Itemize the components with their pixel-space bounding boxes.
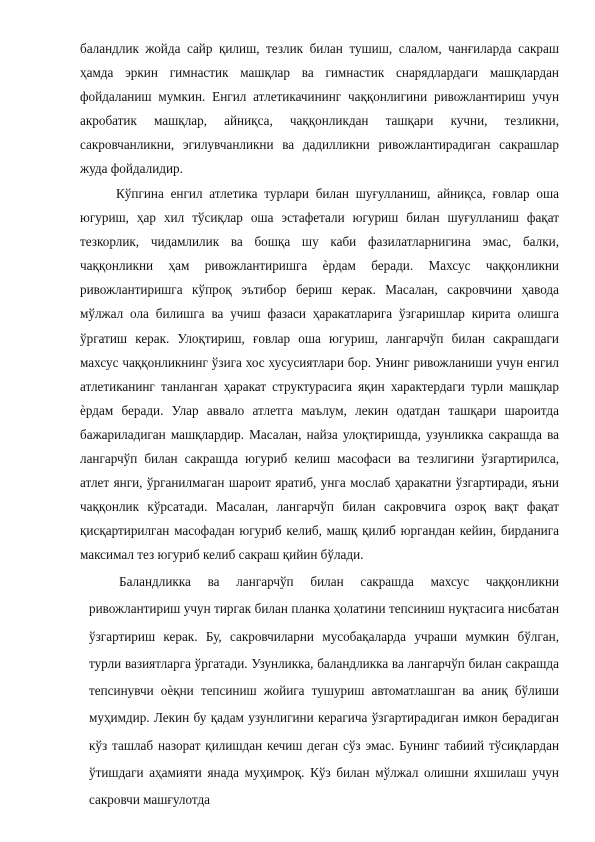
paragraph-3: Баландликка ва лангарчўп билан сакрашда махсус чаққонликни ривожлантириш учун тиргак билан планка ҳолатини тепсиниш нуқтасига нисбатан ўзгартириш керак. Бу, сакровчиларни мусобақаларда учраши мумкин бўлган, турли вазиятларга ўргатади. Узунликка, баландликка ва лангарчўп билан сакрашда тепсинувчи оѐқни тепсиниш жойига тушуриш автоматлашган ва аниқ бўлиши муҳимдир. Лекин бу қадам узунлигини керагича ўзгартирадиган имкон берадиган кўз ташлаб назорат қилишдан кечиш деган сўз эмас. Бунинг табиий тўсиқлардан ўтишдаги аҳамияти янада муҳимроқ. Кўз билан мўлжал олишни яхшилаш учун сакровчи машғулотда [89,574,559,808]
paragraph-1: баландлик жойда сайр қилиш, тезлик билан тушиш, слалом, чанғиларда сакраш ҳамда эркин гимнастик машқлар ва гимнастик снарядлардаги машқлардан фойдаланиш мумкин. Енгил атлетикачининг чаққонлигини ривожлантириш учун акробатик машқлар, айниқса, чаққонликдан ташқари кучни, тезликни, сакровчанликни, эгилувчанликни ва дадилликни ривожлантирадиган сакрашлар жуда фойдалидир. [80,41,559,177]
paragraph-2: Кўпгина енгил атлетика турлари билан шуғулланиш, айниқса, ғовлар оша югуриш, ҳар хил тўсиқлар оша эстафетали югуриш билан шуғулланиш фақат тезкорлик, чидамлилик ва бошқа шу каби фазилатларнигина эмас, балки, чаққонликни ҳам ривожлантиришга ѐрдам беради. Махсус чаққонликни ривожлантиришга кўпроқ эътибор бериш керак. Масалан, сакровчини ҳавода мўлжал ола билишга ва учиш фазаси ҳаракатларига ўзгаришлар кирита олишга ўргатиш керак. Улоқтириш, ғовлар оша югуриш, лангарчўп билан сакрашдаги махсус чаққонликнинг ўзига хос хусусиятлари бор. Унинг ривожланиши учун енгил атлетиканинг танланган ҳаракат структурасига яқин характердаги турли машқлар ѐрдам беради. Улар аввало атлетга маълум, лекин одатдан ташқари шароитда бажариладиган машқлардир. Масалан, найза улоқтиришда, узунликка сакрашда ва лангарчўп билан сакрашда югуриб келиш масофаси ва тезлигини ўзгартирилса, атлет янги, ўрганилмаган шароит яратиб, унга мослаб ҳаракатни ўзгартиради, яъни чаққонлик кўрсатади. Масалан, лангарчўп билан сакровчига озроқ вақт фақат қисқартирилган масофадан югуриб келиб, машқ қилиб юргандан кейин, бирданига максимал тез югуриб келиб сакраш қийин бўлади. [80,186,559,563]
